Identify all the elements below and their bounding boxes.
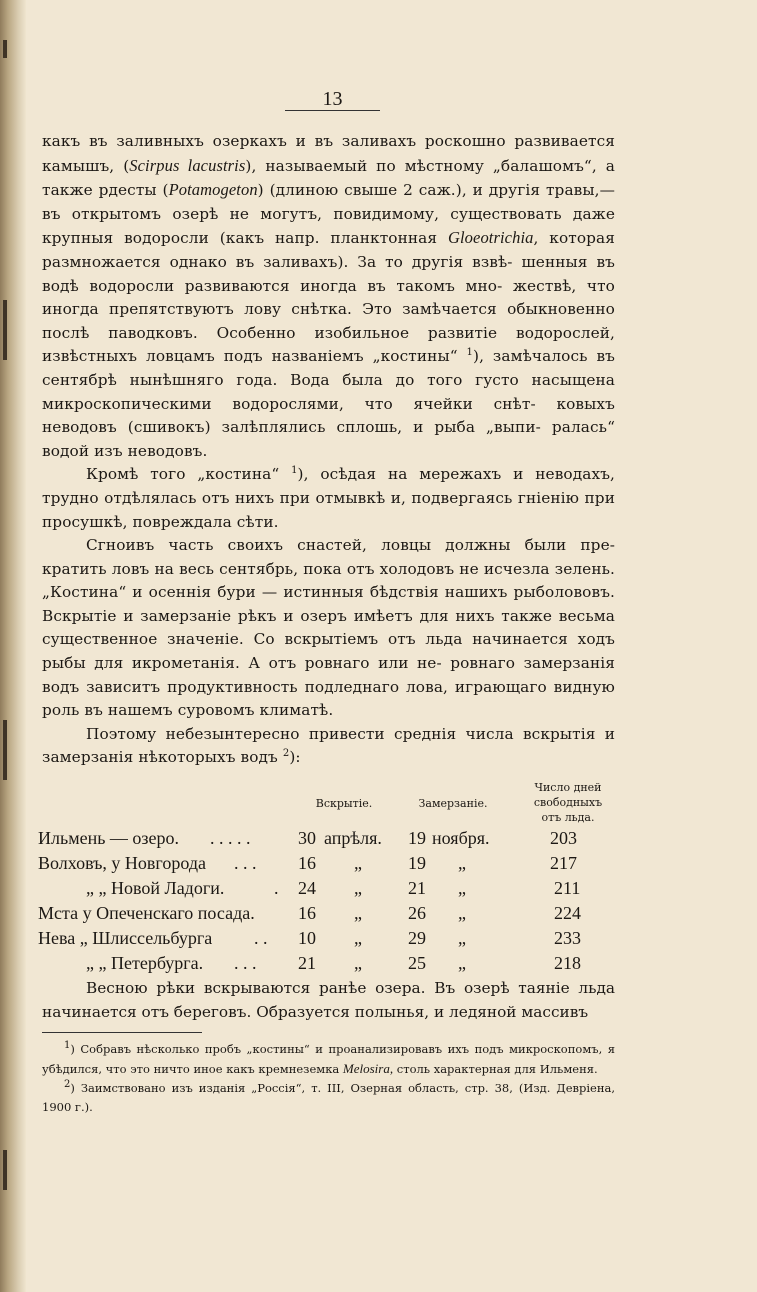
- footnote-ref-2: 2: [282, 748, 290, 760]
- page-number-rule: [285, 110, 380, 111]
- footnote-ref-1b: 1: [291, 465, 298, 477]
- footnotes: [42, 1040, 615, 1117]
- header-free-days: Число дней свободныхъ отъ льда.: [533, 781, 603, 824]
- footnote-rule: [42, 1032, 202, 1033]
- paragraph-3: Сгноивъ часть своихъ снастей, ловцы должны были пре- кратить ловъ на весь сентябрь, пока отъ холодовъ не исчезла зелень. „Костина“ и осеннія бури — истинныя бѣдствія нашихъ рыболововъ. Вскрытіе и замерзаніе рѣкъ и озеръ имѣетъ для нихъ также весьма существенное значеніе. Со вскрытіемъ отъ льда начинается ходъ рыбы для икрометанія. А отъ ровнаго или не- ровнаго замерзанія водъ зависитъ продуктивность подледнаго лова, играющаго видную роль въ нашемъ суровомъ климатѣ.: [42, 536, 616, 720]
- latin-gloeotrichia: Gloeotrichia: [447, 228, 534, 248]
- paragraph-1: какъ въ заливныхъ озеркахъ и въ заливахъ роскошно развивается камышъ, (Scirpus lacustris), называемый по мѣстному „балашомъ“, а также рдесты (Potamogeton) (длиною свыше 2 саж.), и другія травы,—въ открытомъ озерѣ не могутъ, повидимому, существовать даже крупныя водоросли (какъ напр. планктонная Gloeotrichia, которая размножается однако въ заливахъ). За то другія взвѣ- шенныя въ водѣ водоросли развиваются иногда въ такомъ мно- жествѣ, что иногда препятствуютъ лову снѣтка. Это замѣчается обыкновенно послѣ паводковъ. Особенно изобильное развитіе водорослей, извѣстныхъ ловцамъ подъ названіемъ „костины“ $^1$), замѣчалось въ сентябрѣ нынѣшняго года. Вода была до того густо насыщена микроскопическими водорослями, что ячейки снѣт- ковыхъ неводовъ (сшивокъ) залѣплялись сплошь, и рыба „выпи- ралась“ водой изъ неводовъ.: [42, 132, 616, 460]
- footnote-2: $^2$) Заимствовано изъ изданія „Россія“, т. III, Озерная область, стр. 38, (Изд. Девріена, 1900 г.).: [42, 1079, 615, 1114]
- book-spine-edge: [0, 0, 26, 1292]
- header-opening: Вскрытіе.: [315, 797, 373, 810]
- latin-potamogeton: Potamogeton: [168, 180, 258, 200]
- latin-melosira: Melosira,: [342, 1061, 394, 1076]
- header-freezing: Замерзаніе.: [418, 797, 488, 810]
- table-row: Нева „ Шлиссельбурга . . 10 „ 29 „ 233: [38, 928, 581, 948]
- main-text: [42, 130, 615, 770]
- latin-scirpus: Scirpus lacustris: [129, 155, 246, 175]
- footnote-ref-1: 1: [466, 347, 473, 359]
- page-number: 13: [322, 88, 343, 110]
- table-row: „ „ Петербурга. . . . 21 „ 25 „ 218: [86, 953, 581, 973]
- table-row: „ „ Новой Ладоги. . 24 „ 21 „ 211: [86, 878, 581, 898]
- paragraph-2: Кромѣ того „костина“ $^1$), осѣдая на мережахъ и неводахъ, трудно отдѣлялась отъ нихъ при отмывкѣ и, подвергаясь гніенію при просушкѣ, повреждала сѣти.: [42, 465, 615, 531]
- footnote-1: $^1$) Собравъ нѣсколько пробъ „костины“ и проанализировавъ ихъ подъ микроскопомъ, я убѣдился, что это ничто иное какъ кремнеземка Melosira, столь характерная для Ильменя.: [42, 1040, 615, 1076]
- table-row: Ильмень — озеро. . . . . . 30 апрѣля. 19 ноября. 203: [38, 828, 577, 848]
- table-row: Мста у Опеченскаго посада. 16 „ 26 „ 224: [38, 903, 581, 923]
- closing-text: [42, 976, 615, 1024]
- paragraph-4: Поэтому небезынтересно привести среднія числа вскрытія и замерзанія нѣкоторыхъ водъ $^2$):: [42, 724, 615, 767]
- paragraph-5: Весною рѣки вскрываются ранѣе озера. Въ озерѣ таяніе льда начинается отъ береговъ. Образуется полынья, и ледяной массивъ: [42, 979, 615, 1021]
- table-row: Волховъ, у Новгорода . . . 16 „ 19 „ 217: [38, 853, 577, 873]
